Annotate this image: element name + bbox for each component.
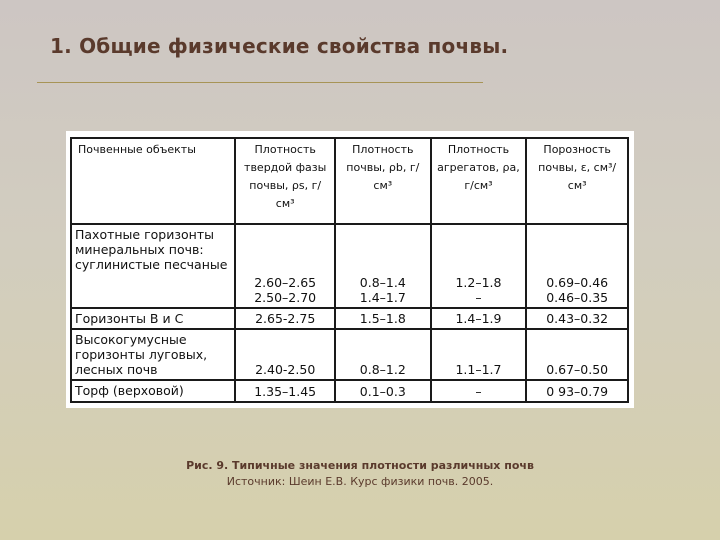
cell-object: Высокогумусные горизонты луговых, лесных почв: [71, 329, 235, 380]
cell-porosity: 0 93–0.79: [526, 380, 628, 402]
header-bulk-density-label: Плотность почвы, ρb, г/см³: [346, 143, 420, 192]
cell-solid-density: 2.40-2.50: [235, 329, 335, 380]
header-bulk-density: [335, 138, 431, 224]
table-row: [71, 380, 628, 402]
header-objects-label: Почвенные объекты: [78, 143, 196, 156]
cell-porosity: 0.67–0.50: [526, 329, 628, 380]
table-row: [71, 308, 628, 329]
table-row: [71, 329, 628, 380]
cell-aggregate-density: –: [431, 380, 527, 402]
cell-aggregate-density: [431, 224, 527, 308]
header-aggregate-density-label: Плотность агрегатов, ρa, г/см³: [437, 143, 520, 192]
cell-bulk-density: 0.8–1.2: [335, 329, 431, 380]
title-divider: [37, 82, 483, 83]
header-porosity-label: Порозность почвы, ε, см³/см³: [538, 143, 617, 192]
cell-porosity-value: 0.69–0.46 0.46–0.35: [546, 275, 609, 305]
cell-object: Пахотные горизонты минеральных почв: суглинистые песчаные: [71, 224, 235, 308]
header-solid-density-label: Плотность твердой фазы почвы, ρs, г/см³: [244, 143, 327, 210]
header-solid-density: [235, 138, 335, 224]
header-objects: [71, 138, 235, 224]
caption-source: Источник: Шеин Е.В. Курс физики почв. 2005.: [226, 475, 494, 488]
cell-aggregate-density-value: 1.2–1.8 –: [455, 275, 502, 305]
density-table: [70, 137, 629, 403]
cell-solid-density-value: 2.60–2.65 2.50–2.70: [254, 275, 317, 305]
caption-title: Рис. 9. Типичные значения плотности различных почв: [186, 459, 534, 472]
slide-title: 1. Общие физические свойства почвы.: [50, 34, 509, 58]
cell-solid-density: 2.65-2.75: [235, 308, 335, 329]
cell-object: Горизонты В и С: [71, 308, 235, 329]
header-aggregate-density: [431, 138, 527, 224]
cell-object: Торф (верховой): [71, 380, 235, 402]
cell-bulk-density: 1.5–1.8: [335, 308, 431, 329]
table-header-row: [71, 138, 628, 224]
table-row: [71, 224, 628, 308]
cell-bulk-density-value: 0.8–1.4 1.4–1.7: [359, 275, 406, 305]
cell-aggregate-density: 1.1–1.7: [431, 329, 527, 380]
header-porosity: [526, 138, 628, 224]
cell-solid-density: [235, 224, 335, 308]
cell-porosity: [526, 224, 628, 308]
cell-solid-density: 1.35–1.45: [235, 380, 335, 402]
table-figure: [66, 131, 634, 408]
cell-aggregate-density: 1.4–1.9: [431, 308, 527, 329]
cell-bulk-density: [335, 224, 431, 308]
cell-bulk-density: 0.1–0.3: [335, 380, 431, 402]
figure-caption: [0, 458, 720, 490]
cell-porosity: 0.43–0.32: [526, 308, 628, 329]
